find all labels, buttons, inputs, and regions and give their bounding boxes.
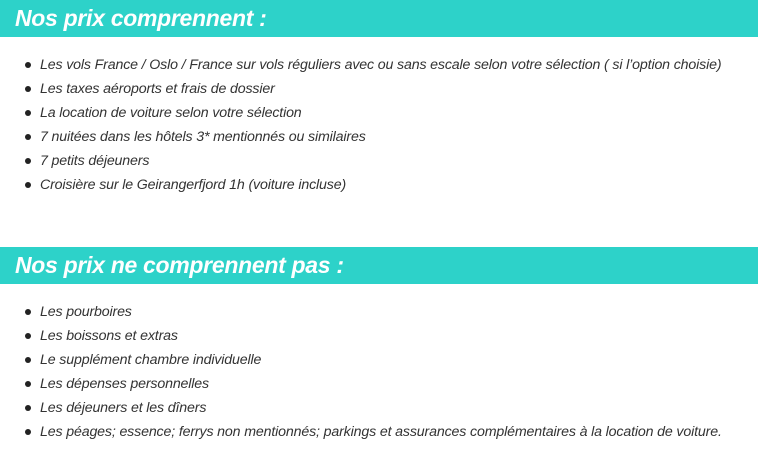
bullet-icon — [25, 309, 31, 315]
list-item-text: Croisière sur le Geirangerfjord 1h (voiture incluse) — [40, 177, 347, 193]
list-item-text: Les taxes aéroports et frais de dossier — [40, 81, 275, 97]
bullet-icon — [25, 134, 31, 140]
list-item — [0, 372, 758, 396]
excluded-heading: Nos prix ne comprennent pas : — [15, 252, 344, 278]
bullet-icon — [25, 182, 31, 188]
list-item-text: Les vols France / Oslo / France sur vols réguliers avec ou sans escale selon votre sélection ( si l’option choisie) — [40, 57, 722, 73]
list-item — [0, 396, 758, 420]
list-item-text: 7 petits déjeuners — [40, 153, 150, 169]
bullet-icon — [25, 405, 31, 411]
list-item-text: Les dépenses personnelles — [40, 376, 209, 392]
list-item — [0, 101, 758, 125]
list-item-text: La location de voiture selon votre sélection — [40, 105, 302, 121]
bullet-icon — [25, 357, 31, 363]
bullet-icon — [25, 381, 31, 387]
list-item — [0, 348, 758, 372]
list-item — [0, 300, 758, 324]
list-item — [0, 324, 758, 348]
list-item — [0, 77, 758, 101]
bullet-icon — [25, 158, 31, 164]
included-list — [0, 37, 758, 197]
bullet-icon — [25, 429, 31, 435]
list-item-text: Les péages; essence; ferrys non mentionnés; parkings et assurances complémentaires à la location de voiture. — [40, 424, 722, 440]
list-item-text: Le supplément chambre individuelle — [40, 352, 262, 368]
included-section — [0, 0, 758, 197]
list-item — [0, 173, 758, 197]
list-item-text: Les boissons et extras — [40, 328, 178, 344]
list-item — [0, 420, 758, 444]
list-item — [0, 125, 758, 149]
excluded-section — [0, 247, 758, 444]
included-heading: Nos prix comprennent : — [15, 5, 267, 31]
bullet-icon — [25, 333, 31, 339]
excluded-banner — [0, 247, 758, 284]
included-banner — [0, 0, 758, 37]
list-item — [0, 53, 758, 77]
list-item-text: Les pourboires — [40, 304, 132, 320]
bullet-icon — [25, 110, 31, 116]
bullet-icon — [25, 86, 31, 92]
bullet-icon — [25, 62, 31, 68]
excluded-list — [0, 284, 758, 444]
list-item — [0, 149, 758, 173]
list-item-text: Les déjeuners et les dîners — [40, 400, 207, 416]
list-item-text: 7 nuitées dans les hôtels 3* mentionnés ou similaires — [40, 129, 366, 145]
